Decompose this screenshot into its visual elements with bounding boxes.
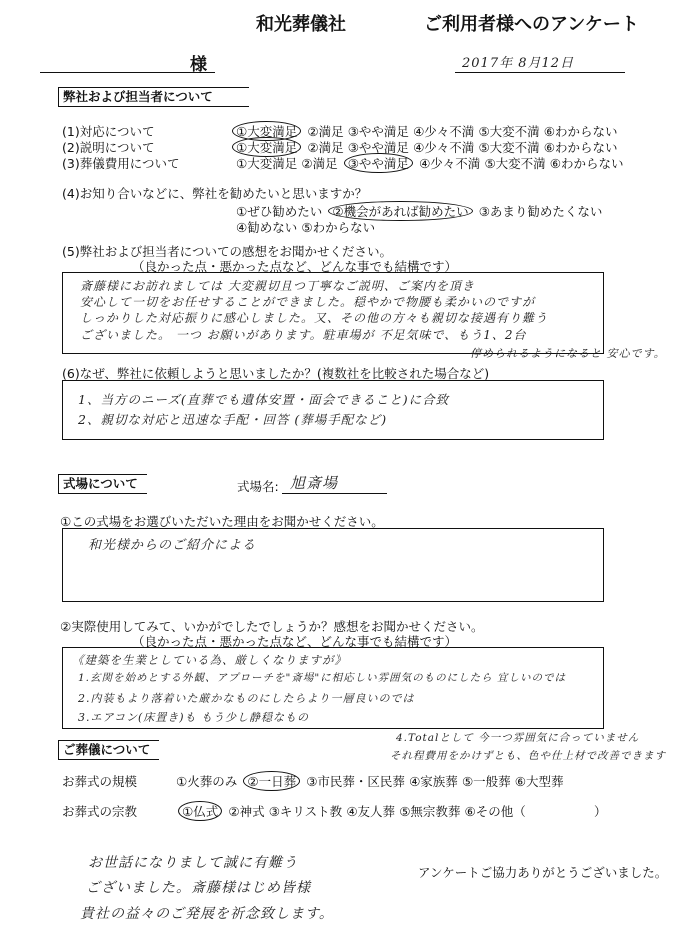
- venue-value: 旭斎場: [290, 474, 339, 492]
- scale-option[interactable]: ①火葬のみ: [176, 774, 238, 789]
- q6-answer-line: 2、親切な対応と迅速な手配・回答 (葬場手配など): [78, 412, 388, 427]
- venue-q2-answer-line: それ程費用をかけずとも、色や仕上材で改善できます: [390, 750, 666, 762]
- customer-name-line: [40, 72, 215, 73]
- q5-answer-line: ございました。 一つ お願いがあります。駐車場が 不足気味で、もう1、2台: [80, 328, 527, 342]
- rating-option[interactable]: ⑤大変不満: [478, 140, 540, 155]
- rating-option[interactable]: ①大変満足: [236, 156, 298, 171]
- scale-option[interactable]: ⑤一般葬: [461, 774, 511, 789]
- scale-option[interactable]: ③市民葬・区民葬: [306, 774, 405, 789]
- section-heading-company: 弊社および担当者について: [58, 87, 249, 107]
- venue-q1-answer: 和光様からのご紹介による: [88, 538, 257, 553]
- rating-option-selected[interactable]: ③やや満足: [344, 153, 413, 173]
- rating-option[interactable]: ⑥わからない: [543, 140, 618, 155]
- rating-row-3: [236, 154, 624, 172]
- rating-option-selected[interactable]: ①大変満足: [232, 121, 301, 141]
- religion-options: [178, 802, 526, 820]
- date-line: [455, 72, 625, 73]
- rating-option[interactable]: ③やや満足: [347, 140, 409, 155]
- religion-option-selected[interactable]: ①仏式: [178, 801, 222, 821]
- q1-label: (1)対応について: [62, 124, 155, 139]
- rating-option[interactable]: ⑥わからない: [549, 156, 624, 171]
- q6-answer-line: 1、当方のニーズ(直葬でも遺体安置・面会できること)に合致: [78, 392, 450, 407]
- q3-label: (3)葬儀費用について: [62, 156, 180, 171]
- religion-option[interactable]: ⑤無宗教葬: [399, 804, 461, 819]
- venue-q2-answer-line: 《建築を生業としている為、厳しくなりますが》: [72, 653, 347, 667]
- survey-date: 2017年 8月12日: [462, 56, 575, 71]
- scale-label: お葬式の規模: [62, 774, 138, 789]
- q5-answer-line: 停められるようになると 安心です。: [470, 347, 666, 360]
- venue-q2-answer-line: 1.玄関を始めとする外観、アプローチを"斎場"に相応しい雰囲気のものにしたら 宜しいのでは: [78, 672, 567, 684]
- q2-label: (2)説明について: [62, 140, 155, 155]
- recommend-option[interactable]: ③あまり勧めたくない: [478, 204, 603, 219]
- venue-q2-answer-line: 4.Totalとして 今一つ雰囲気に合っていません: [396, 732, 640, 744]
- q5-label: (5)弊社および担当者についての感想をお聞かせください。: [62, 244, 392, 259]
- recommend-option[interactable]: ⑤わからない: [301, 220, 376, 235]
- footer-handwritten-line: ございました。斎藤様はじめ皆様: [86, 880, 311, 896]
- religion-option-close: ）: [594, 804, 607, 819]
- religion-label: お葬式の宗教: [62, 804, 138, 819]
- footer-handwritten-line: お世話になりまして誠に有難う: [88, 855, 298, 871]
- venue-label: 式場名:: [237, 479, 279, 494]
- venue-q2-label: ②実際使用してみて、いかがでしたでしょうか？感想をお聞かせください。: [60, 619, 484, 634]
- q5-answer-line: 安心して一切をお任せすることができました。穏やかで物腰も柔かいのですが: [80, 295, 536, 309]
- venue-q2-sub: （良かった点・悪かった点など、どんな事でも結構です）: [132, 634, 458, 649]
- rating-option[interactable]: ③やや満足: [347, 124, 409, 139]
- religion-option[interactable]: ③キリスト教: [268, 804, 343, 819]
- q4-options-2: [236, 218, 375, 236]
- religion-option[interactable]: ④友人葬: [346, 804, 396, 819]
- recommend-option[interactable]: ①ぜひ勧めたい: [236, 204, 323, 219]
- scale-option-selected[interactable]: ②一日葬: [243, 771, 300, 791]
- venue-line: [282, 493, 387, 494]
- q6-label: (6)なぜ、弊社に依頼しようと思いましたか？(複数社を比較された場合など): [62, 366, 490, 381]
- rating-option[interactable]: ⑥わからない: [543, 124, 618, 139]
- survey-title: ご利用者様へのアンケート: [424, 14, 639, 35]
- company-name: 和光葬儀社: [256, 14, 346, 35]
- rating-option-selected[interactable]: ①大変満足: [232, 137, 301, 157]
- venue-q2-answer-line: 3.エアコン(床置き)も もう少し静穏なもの: [78, 711, 310, 724]
- venue-q2-answer-line: 2.内装もより落着いた厳かなものにしたらより一層良いのでは: [78, 692, 415, 705]
- section-heading-funeral: ご葬儀について: [58, 740, 159, 760]
- q5-answer-line: しっかりした対応振りに感心しました。又、その他の方々も親切な接遇有り難う: [80, 311, 549, 325]
- rating-option[interactable]: ⑤大変不満: [484, 156, 546, 171]
- rating-option[interactable]: ②満足: [301, 156, 338, 171]
- q5-sub: （良かった点・悪かった点など、どんな事でも結構です）: [132, 259, 458, 274]
- religion-option[interactable]: ⑥その他（: [464, 804, 526, 819]
- scale-options: [176, 772, 564, 790]
- rating-option[interactable]: ②満足: [307, 124, 344, 139]
- scale-option[interactable]: ⑥大型葬: [514, 774, 564, 789]
- recommend-option-selected[interactable]: ②機会があれば勧めたい: [328, 201, 472, 221]
- rating-option[interactable]: ⑤大変不満: [478, 124, 540, 139]
- section-heading-venue: 式場について: [58, 474, 147, 494]
- rating-option[interactable]: ④少々不満: [413, 124, 475, 139]
- scale-option[interactable]: ④家族葬: [409, 774, 458, 789]
- footer-handwritten-line: 貴社の益々のご発展を祈念致します。: [80, 906, 334, 922]
- religion-option[interactable]: ②神式: [228, 804, 265, 819]
- q4-label: (4)お知り合いなどに、弊社を勧めたいと思いますか？: [62, 186, 368, 201]
- rating-option[interactable]: ②満足: [307, 140, 344, 155]
- customer-name-suffix: 様: [190, 55, 207, 75]
- recommend-option[interactable]: ④勧めない: [236, 220, 298, 235]
- rating-option[interactable]: ④少々不満: [419, 156, 481, 171]
- venue-q1-label: ①この式場をお選びいただいた理由をお聞かせください。: [60, 514, 384, 529]
- q5-answer-line: 斎藤様にお訪れましては 大変親切且つ丁寧なご説明、ご案内を頂き: [80, 279, 475, 293]
- thanks-message: アンケートご協力ありがとうございました。: [418, 865, 668, 880]
- rating-option[interactable]: ④少々不満: [413, 140, 475, 155]
